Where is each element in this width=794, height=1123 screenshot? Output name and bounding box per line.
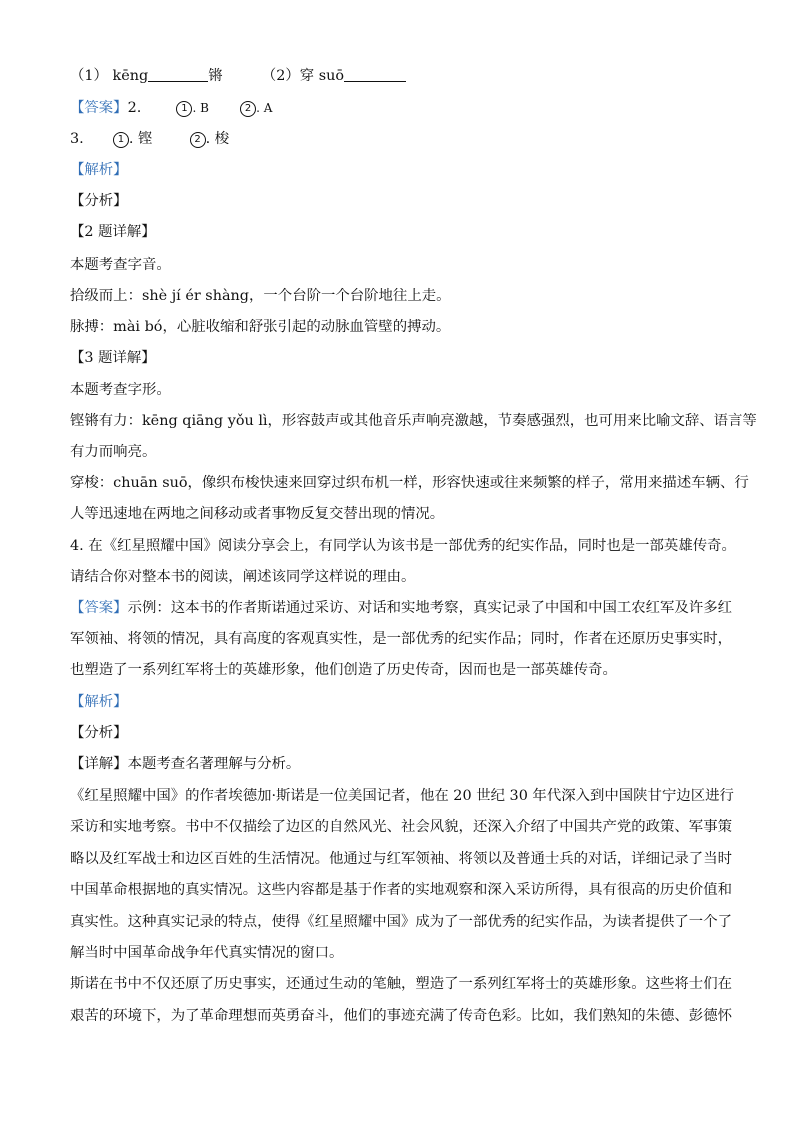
breakdown-heading: 【分析】 (70, 725, 128, 741)
detail-4-line (70, 754, 300, 774)
part1-label: （1） (70, 68, 108, 84)
answer-line-3 (70, 129, 229, 149)
text-line: 人等迅速地在两地之间移动或者事物反复交替出现的情况。 (70, 506, 445, 522)
paragraph-line: 《红星照耀中国》的作者埃德加·斯诺是一位美国记者，他在 20 世纪 30 年代深入到中国陕甘宁边区进行 (70, 788, 734, 804)
answer-tag: 【答案】 (70, 100, 128, 116)
circled-number: 2 (190, 132, 206, 148)
paragraph-line: 略以及红军战士和边区百姓的生活情况。他通过与红军领袖、将领以及普通士兵的对话，详细记录了当时 (70, 851, 732, 867)
answer-value: . 梭 (205, 131, 230, 147)
paragraph-line: 解当时中国革命战争年代真实情况的窗口。 (70, 945, 344, 961)
text-line: 穿梭：chuān suō，像织布梭快速来回穿过织布机一样，形容快速或往来频繁的样子，常用来描述车辆、行 (70, 475, 749, 491)
part2-label: （2）穿 (261, 68, 315, 84)
part1-blank (148, 67, 208, 82)
paragraph-line: 真实性。这种真实记录的特点，使得《红星照耀中国》成为了一部优秀的纪实作品，为读者提供了一个了 (70, 914, 732, 930)
answer-value: . 铿 (128, 131, 153, 147)
analysis-tag: 【解析】 (70, 694, 128, 710)
answer-text: 示例：这本书的作者斯诺通过采访、对话和实地考察，真实记录了中国和中国工农红军及许多红 (127, 600, 732, 616)
analysis-tag: 【解析】 (70, 162, 128, 178)
circled-number: 2 (240, 101, 256, 117)
answer-4-line (70, 598, 732, 618)
answer-value: . B (192, 101, 209, 115)
text-line: 拾级而上：shè jí ér shàng，一个台阶一个台阶地往上走。 (70, 288, 451, 304)
answer-value: . A (256, 101, 273, 115)
paragraph-line: 中国革命根据地的真实情况。这些内容都是基于作者的实地观察和深入采访所得，具有很高的历史价值和 (70, 882, 732, 898)
detail-text: 本题考查名著理解与分析。 (127, 756, 301, 772)
paragraph-line: 采访和实地考察。书中不仅描绘了边区的自然风光、社会风貌，还深入介绍了中国共产党的政策、军事策 (70, 819, 732, 835)
circled-number: 1 (113, 132, 129, 148)
circled-number: 1 (176, 101, 192, 117)
detail-2-heading: 【2 题详解】 (70, 224, 156, 240)
paragraph-line: 斯诺在书中不仅还原了历史事实，还通过生动的笔触，塑造了一系列红军将士的英雄形象。这些将士们在 (70, 976, 732, 992)
answer-number: 3. (70, 131, 84, 147)
text-line: 铿锵有力：kēng qiāng yǒu lì，形容鼓声或其他音乐声响亮激越，节奏感强烈，也可用来比喻文辞、语言等 (70, 413, 757, 429)
answer-4-line: 也塑造了一系列红军将士的英雄形象，他们创造了历史传奇，因而也是一部英雄传奇。 (70, 662, 617, 678)
paragraph-line: 艰苦的环境下，为了革命理想而英勇奋斗，他们的事迹充满了传奇色彩。比如，我们熟知的朱德、彭德怀 (70, 1008, 732, 1024)
question-line (70, 66, 406, 86)
text-line: 本题考查字音。 (70, 257, 171, 273)
part2-pinyin: suō (318, 68, 345, 84)
answer-tag: 【答案】 (70, 600, 128, 616)
answer-4-line: 军领袖、将领的情况，具有高度的客观真实性，是一部优秀的纪实作品；同时，作者在还原历史事实时， (70, 631, 732, 647)
question-4-line: 请结合你对整本书的阅读，阐述该同学这样说的理由。 (70, 569, 416, 585)
detail-3-heading: 【3 题详解】 (70, 350, 156, 366)
question-4-line: 4. 在《红星照耀中国》阅读分享会上，有同学认为该书是一部优秀的纪实作品，同时也是一部英雄传奇。 (70, 538, 736, 554)
part2-blank (344, 67, 406, 82)
breakdown-heading: 【分析】 (70, 193, 128, 209)
part1-char: 锵 (208, 68, 223, 84)
detail-tag: 【详解】 (70, 756, 128, 772)
text-line: 脉搏：mài bó，心脏收缩和舒张引起的动脉血管壁的搏动。 (70, 319, 451, 335)
text-line: 本题考查字形。 (70, 382, 171, 398)
answer-number: 2. (127, 100, 142, 116)
part1-pinyin: kēng (112, 68, 149, 84)
answer-line-2 (70, 98, 272, 118)
text-line: 有力而响亮。 (70, 444, 157, 460)
